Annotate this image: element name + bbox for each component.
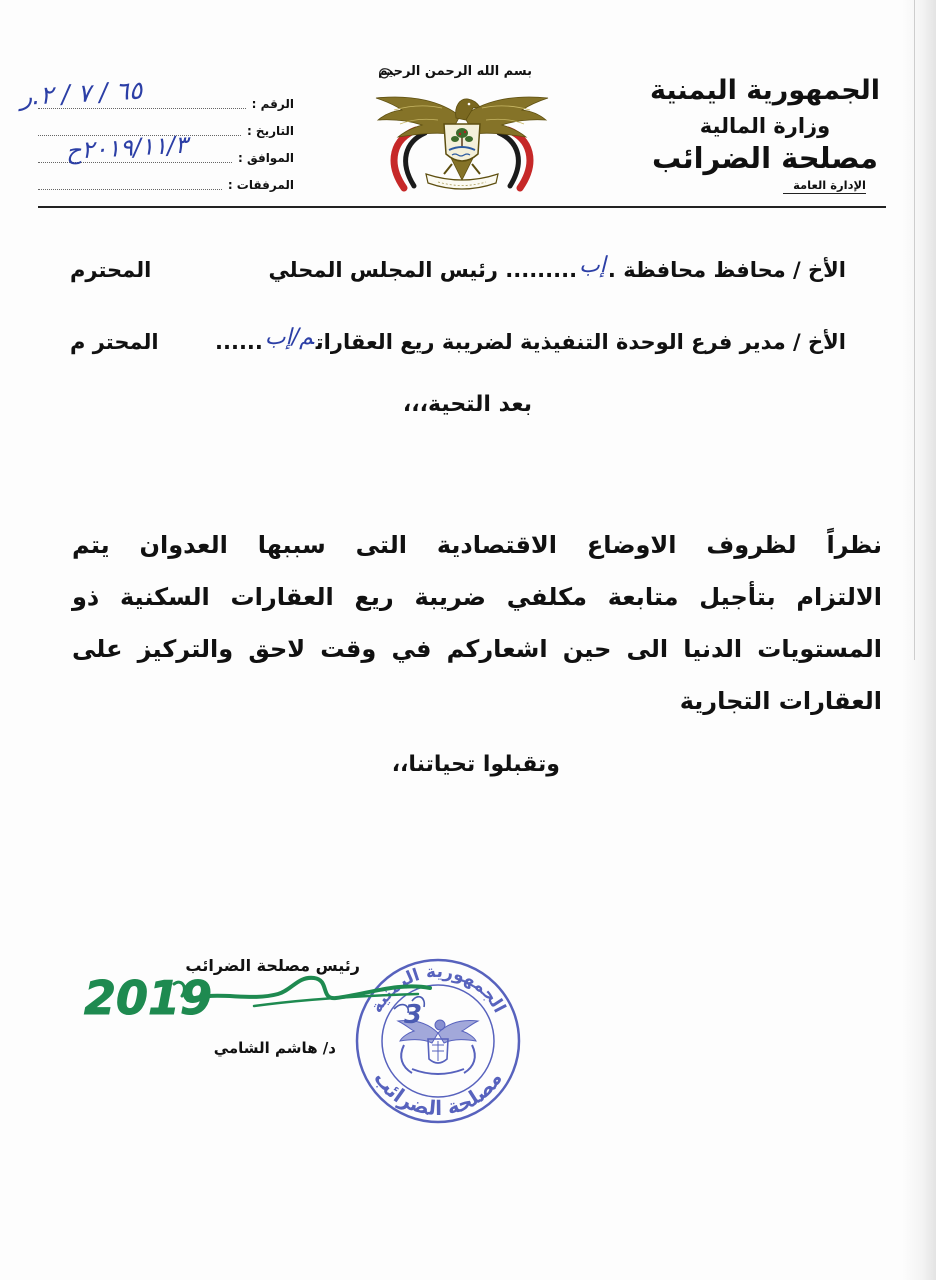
header-divider xyxy=(38,206,886,208)
field-attachments-row xyxy=(38,171,294,198)
addressee-governor-suffix: ......... رئيس المجلس المحلي xyxy=(268,257,578,282)
basmala: بسم الله الرحمن الرحيم xyxy=(378,64,532,79)
addressee-governor-honorific: المحترم xyxy=(70,258,152,282)
body-paragraph xyxy=(72,519,882,727)
signature-handwriting: 2019 xyxy=(84,971,213,1025)
signatory-name: د/ هاشم الشامي xyxy=(213,1039,336,1057)
signatory-title: رئيس مصلحة الضرائب xyxy=(185,956,360,975)
header-country: الجمهورية اليمنية xyxy=(649,75,881,106)
signature-stroke xyxy=(188,978,430,1000)
field-corresponding-label: الموافق : xyxy=(238,150,294,165)
emblem-flag-left xyxy=(394,130,425,188)
body-line: نظراً لظروف الاوضاع الاقتصادية التى سببها العدوان يتم xyxy=(72,531,882,559)
field-attachments-line xyxy=(38,189,222,190)
seal-top-text-path: الجمهورية اليمنية xyxy=(366,961,510,1017)
addressee-governor-prefix: الأخ / محافظ محافظة . xyxy=(607,257,846,282)
field-number-label: الرقم : xyxy=(251,96,294,111)
header-ministry: وزارة المالية xyxy=(699,114,831,138)
addressee-director-text xyxy=(215,324,846,355)
addressee-director-suffix: ...... xyxy=(215,329,263,354)
header-authority: مصلحة الضرائب xyxy=(652,141,878,175)
addressee-director-prefix: الأخ / مدير فرع الوحدة التنفيذية لضريبة ريع العقارات xyxy=(315,329,846,354)
seal-bottom-text-path: مصلحة الضرائب xyxy=(369,1066,507,1121)
body-line: الالتزام بتأجيل متابعة مكلفي ضريبة ريع العقارات السكنية ذو xyxy=(72,583,882,611)
paper-edge-line xyxy=(914,0,915,660)
seal-handwritten-mark: 3 xyxy=(404,1000,423,1030)
addressee-governor-text xyxy=(268,252,846,283)
header-department: الإدارة العامة xyxy=(783,178,866,194)
field-date-label: التاريخ : xyxy=(246,123,294,138)
closing: وتقبلوا تحياتنا،، xyxy=(391,752,560,777)
addressee-governor-handwritten: إب xyxy=(579,252,606,278)
emblem-shield xyxy=(444,124,480,161)
emblem-flag-right xyxy=(499,130,530,188)
addressee-director-handwritten: م/إب xyxy=(264,324,314,350)
addressee-director-honorific: المحتر م xyxy=(70,330,159,354)
greeting: بعد التحية،،، xyxy=(402,392,532,417)
body-line: المستويات الدنيا الى حين اشعاركم في وقت لاحق والتركيز على xyxy=(72,635,882,663)
body-line: العقارات التجارية xyxy=(679,687,882,715)
field-attachments-label: المرفقات : xyxy=(227,177,294,192)
handwritten-reference-number: ر.٢ / ٧ / ٦٥ xyxy=(19,75,143,111)
addressee-branch-director xyxy=(70,322,846,362)
yemen-eagle-emblem-icon xyxy=(372,86,552,198)
handwritten-signature xyxy=(78,948,438,1038)
addressee-governor xyxy=(70,250,846,290)
handwritten-date: ح٢٠١٩/١١/٣ xyxy=(65,130,189,165)
paper-edge-shadow xyxy=(902,0,936,1280)
